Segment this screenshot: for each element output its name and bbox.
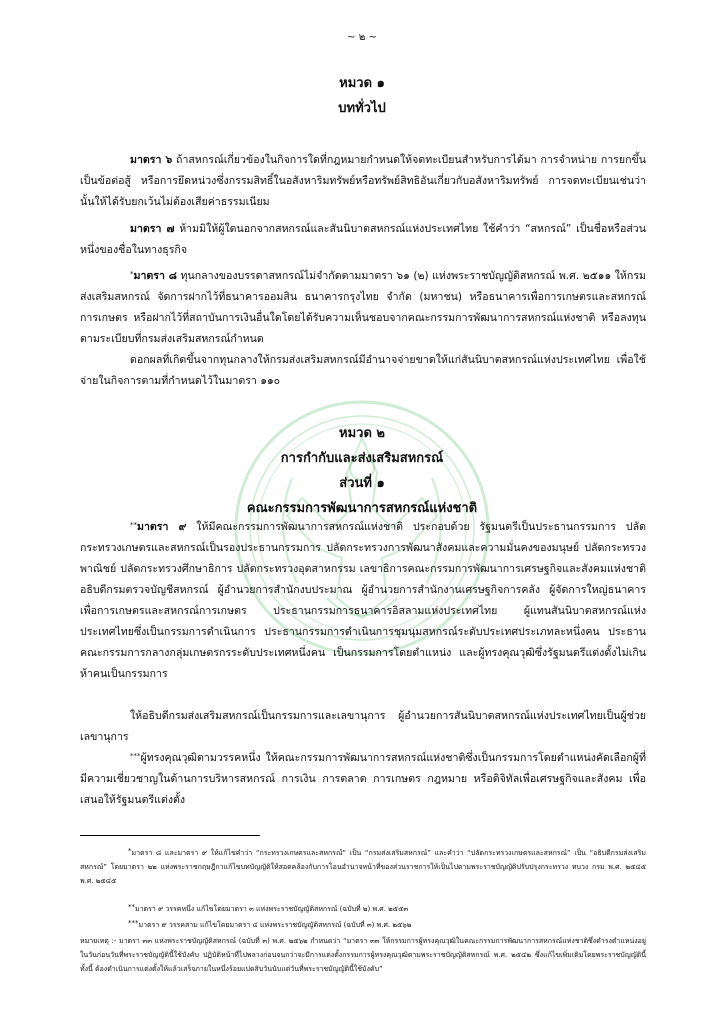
part-1-heading: ส่วนที่ ๑ bbox=[339, 476, 385, 491]
footnote-3 bbox=[80, 918, 646, 932]
section-6-text: ถ้าสหกรณ์เกี่ยวข้องในกิจการใดที่กฎหมายกำหนดให้จดทะเบียนสำหรับการได้มา การจำหน่าย การยกขึ้นเป็นข้อต่อสู้ หรือการยึดหน่วงซึ่งกรรมสิทธิ์ในอสังหาริมทรัพย์หรือทรัพย์สิทธิอันเกี่ยวกับอสังหาริมทรัพย์ การจดทะเบียนเช่นว่านั้นให้ได้รับยกเว้นไม่ต้องเสียค่าธรรมเนียม bbox=[80, 154, 646, 208]
section-9-text: ให้มีคณะกรรมการพัฒนาการสหกรณ์แห่งชาติ ประกอบด้วย รัฐมนตรีเป็นประธานกรรมการ ปลัดกระทรวงเกษตรและสหกรณ์เป็นรองประธานกรรมการ ปลัดกระทรวงการพัฒนาสังคมและความมั่นคงของมนุษย์ ปลัดกระทรวงพาณิชย์ ปลัดกระทรวงศึกษาธิการ ปลัดกระทรวงอุตสาหกรรม เลขาธิการคณะกรรมการพัฒนาการเศรษฐกิจและสังคมแห่งชาติ อธิบดีกรมตรวจบัญชีสหกรณ์ ผู้อำนวยการสำนักงบประมาณ ผู้อำนวยการสำนักงานเศรษฐกิจการคลัง ผู้จัดการใหญ่ธนาคารเพื่อการเกษตรและสหกรณ์การเกษตร ประธานกรรมการธนาคารอิสลามแห่งประเทศไทย ผู้แทนสันนิบาตสหกรณ์แห่งประเทศไทยซึ่งเป็นกรรมการดำเนินการ ประธานกรรมการดำเนินการชุมนุมสหกรณ์ระดับประเทศประเภทละหนึ่งคน ประธานคณะกรรมการกลางกลุ่มเกษตรกรระดับประเทศหนึ่งคน เป็นกรรมการโดยตำแหน่ง และผู้ทรงคุณวุฒิซึ่งรัฐมนตรีแต่งตั้งไม่เกินห้าคนเป็นกรรมการ bbox=[80, 521, 646, 680]
chapter-2-title: การกำกับและส่งเสริมสหกรณ์ bbox=[280, 451, 444, 466]
footnote-1 bbox=[80, 846, 646, 888]
chapter-1-heading: หมวด ๑ bbox=[339, 76, 385, 91]
part-1-title: คณะกรรมการพัฒนาการสหกรณ์แห่งชาติ bbox=[246, 501, 478, 516]
footnote-3-text: มาตรา ๙ วรรคสาม แก้ไขโดยมาตรา ๔ แห่งพระราชบัญญัติสหกรณ์ (ฉบับที่ ๓) พ.ศ. ๒๕๖๒ bbox=[138, 921, 412, 929]
section-7 bbox=[80, 219, 646, 261]
section-6-label: มาตรา ๖ bbox=[130, 154, 173, 166]
chapter-2-heading: หมวด ๒ bbox=[339, 426, 385, 441]
section-7-label: มาตรา ๗ bbox=[130, 223, 175, 235]
section-8-paragraph-2: ดอกผลที่เกิดขึ้นจากทุนกลางให้กรมส่งเสริมสหกรณ์มีอำนาจจ่ายขาดให้แก่สันนิบาตสหกรณ์แห่งประเทศไทย เพื่อใช้จ่ายในกิจการตามที่กำหนดไว้ในมาตรา ๑๑๐ bbox=[80, 354, 646, 387]
footnote-separator bbox=[80, 835, 260, 836]
footnote-marker: * bbox=[130, 270, 134, 278]
section-8-text: ทุนกลางของบรรดาสหกรณ์ไม่จำกัดตามมาตรา ๖๑ (๒) แห่งพระราชบัญญัติสหกรณ์ พ.ศ. ๒๕๑๑ ให้กรมส่งเสริมสหกรณ์ จัดการฝากไว้ที่ธนาคารออมสิน ธนาคารกรุงไทย จำกัด (มหาชน) หรือธนาคารเพื่อการเกษตรและสหกรณ์การเกษตร หรือฝากไว้ที่สถาบันการเงินอื่นใดโดยได้รับความเห็นชอบจากคณะกรรมการพัฒนาการสหกรณ์แห่งชาติ หรือลงทุนตามระเบียบที่กรมส่งเสริมสหกรณ์กำหนด bbox=[80, 270, 646, 345]
footnote-marker: * bbox=[128, 847, 132, 855]
footnote-remark: หมายเหตุ :- มาตรา ๓๓ แห่งพระราชบัญญัติสหกรณ์ (ฉบับที่ ๓) พ.ศ. ๒๕๖๒ กำหนดว่า “มาตรา ๓๓ ให้กรรมการผู้ทรงคุณวุฒิในคณะกรรมการพัฒนาการสหกรณ์แห่งชาติซึ่งดำรงตำแหน่งอยู่ในวันก่อนวันที่พระราชบัญญัตินี้ใช้บังคับ ปฏิบัติหน้าที่ไปพลางก่อนจนกว่าจะมีการแต่งตั้งกรรมการผู้ทรงคุณวุฒิตามพระราชบัญญัติสหกรณ์ พ.ศ. ๒๕๔๒ ซึ่งแก้ไขเพิ่มเติมโดยพระราชบัญญัตินี้ ทั้งนี้ ต้องดำเนินการแต่งตั้งให้แล้วเสร็จภายในหนึ่งร้อยแปดสิบวันนับแต่วันที่พระราชบัญญัตินี้ใช้บังคับ” bbox=[80, 937, 646, 973]
footnote-2-text: มาตรา ๙ วรรคหนึ่ง แก้ไขโดยมาตรา ๓ แห่งพระราชบัญญัติสหกรณ์ (ฉบับที่ ๒) พ.ศ. ๒๕๕๓ bbox=[135, 905, 409, 913]
footnote-marker: ** bbox=[128, 903, 135, 911]
footnote-marker: ** bbox=[130, 521, 137, 529]
footnote-2 bbox=[80, 902, 646, 916]
footnote-marker: *** bbox=[130, 752, 141, 760]
section-8 bbox=[80, 266, 646, 350]
page-number: ~ ๒ ~ bbox=[347, 32, 377, 43]
chapter-1-title: บททั่วไป bbox=[338, 101, 386, 116]
section-9-paragraph-3 bbox=[80, 748, 646, 811]
section-6 bbox=[80, 150, 646, 213]
section-9-paragraph-2: ให้อธิบดีกรมส่งเสริมสหกรณ์เป็นกรรมการและเลขานุการ ผู้อำนวยการสันนิบาตสหกรณ์แห่งประเทศไทยเป็นผู้ช่วยเลขานุการ bbox=[80, 710, 646, 743]
section-8-label: มาตรา ๘ bbox=[133, 270, 177, 282]
footnote-1-text: มาตรา ๘ และมาตรา ๙ ให้แก้ไขคำว่า “กระทรวงเกษตรและสหกรณ์” เป็น “กรมส่งเสริมสหกรณ์” และคำว่า “ปลัดกระทรวงเกษตรและสหกรณ์” เป็น “อธิบดีกรมส่งเสริมสหกรณ์” โดยมาตรา ๒๒ แห่งพระราชกฤษฎีกาแก้ไขบทบัญญัติให้สอดคล้องกับการโอนอำนาจหน้าที่ของส่วนราชการให้เป็นไปตามพระราชบัญญัติปรับปรุงกระทรวง ทบวง กรม พ.ศ. ๒๕๔๕ พ.ศ. ๒๕๔๕ bbox=[80, 849, 646, 885]
section-9-paragraph-3-text: ผู้ทรงคุณวุฒิตามวรรคหนึ่ง ให้คณะกรรมการพัฒนาการสหกรณ์แห่งชาติซึ่งเป็นกรรมการโดยตำแหน่งคัดเลือกผู้ที่มีความเชี่ยวชาญในด้านการบริหารสหกรณ์ การเงิน การตลาด การเกษตร กฎหมาย หรือดิจิทัลเพื่อเศรษฐกิจและสังคม เพื่อเสนอให้รัฐมนตรีแต่งตั้ง bbox=[80, 752, 646, 806]
section-9-label: มาตรา ๙ bbox=[137, 521, 187, 533]
section-7-text: ห้ามมิให้ผู้ใดนอกจากสหกรณ์และสันนิบาตสหกรณ์แห่งประเทศไทย ใช้คำว่า “สหกรณ์” เป็นชื่อหรือส่วนหนึ่งของชื่อในทางธุรกิจ bbox=[80, 223, 646, 256]
footnote-marker: *** bbox=[128, 919, 139, 927]
section-9 bbox=[80, 517, 646, 685]
